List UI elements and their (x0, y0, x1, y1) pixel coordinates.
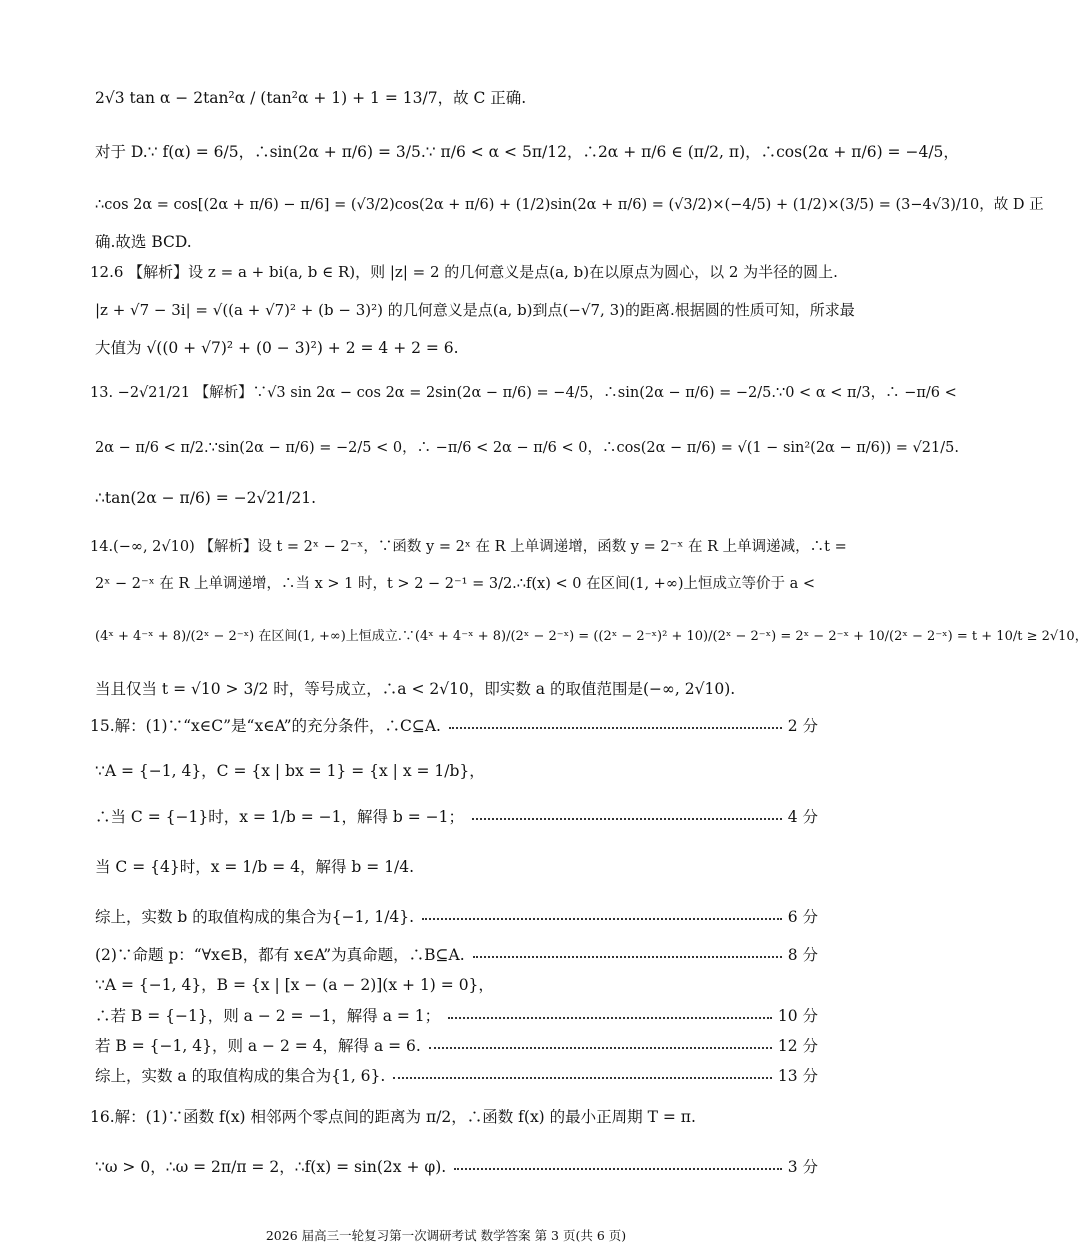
answer-line: (2)∵命题 p：“∀x∈B，都有 x∈A”为真命题，∴B⊆A. 8 分 (95, 943, 818, 965)
question-12-line: 12.6 【解析】设 z = a + bi(a, b ∈ R)，则 |z| = 2 的几何意义是点(a, b)在以原点为圆心，以 2 为半径的圆上. (90, 263, 838, 281)
score-label: 12 分 (777, 1037, 818, 1055)
answer-line: 2√3 tan α − 2tan²α / (tan²α + 1) + 1 = 13/7，故 C 正确. (95, 89, 527, 107)
score-label: 4 分 (787, 808, 818, 826)
answer-line: 确.故选 BCD. (95, 233, 192, 251)
answer-line: ∴cos 2α = cos[(2α + π/6) − π/6] = (√3/2)cos(2α + π/6) + (1/2)sin(2α + π/6) = (√3/2)×(−4/5) + (1/2)×(3/5) = (3−4√3)/10，故 D 正 (95, 197, 1044, 213)
answer-line: ∵A = {−1, 4}，B = {x | [x − (a − 2)](x + 1) = 0}， (95, 976, 494, 994)
dot-leader (393, 1077, 772, 1079)
question-16-line: 16.解：(1)∵函数 f(x) 相邻两个零点间的距离为 π/2，∴函数 f(x) 的最小正周期 T = π. (90, 1108, 696, 1126)
question-15-line: 15.解：(1)∵“x∈C”是“x∈A”的充分条件，∴C⊆A. 2 分 (90, 714, 818, 736)
answer-line: ∴tan(2α − π/6) = −2√21/21. (95, 489, 317, 507)
answer-line: 2ˣ − 2⁻ˣ 在 R 上单调递增，∴当 x > 1 时，t > 2 − 2⁻¹ = 3/2.∴f(x) < 0 在区间(1, +∞)上恒成立等价于 a < (95, 576, 816, 592)
answer-line: ∴若 B = {−1}，则 a − 2 = −1，解得 a = 1； 10 分 (95, 1004, 818, 1026)
answer-line: 当 C = {4}时，x = 1/b = 4，解得 b = 1/4. (95, 858, 415, 876)
score-label: 8 分 (787, 946, 818, 964)
score-label: 6 分 (787, 908, 818, 926)
question-14-line: 14.(−∞, 2√10) 【解析】设 t = 2ˣ − 2⁻ˣ，∵函数 y = 2ˣ 在 R 上单调递增，函数 y = 2⁻ˣ 在 R 上单调递减，∴t = (90, 539, 847, 555)
question-13-line: 13. −2√21/21 【解析】∵√3 sin 2α − cos 2α = 2sin(2α − π/6) = −4/5，∴sin(2α − π/6) = −2/5.∵0 < α < π/3，∴ −π/6 < (90, 385, 957, 401)
answer-line: 2α − π/6 < π/2.∵sin(2α − π/6) = −2/5 < 0，∴ −π/6 < 2α − π/6 < 0，∴cos(2α − π/6) = √(1 − sin²(2α − π/6)) = √21/5. (95, 440, 959, 456)
answer-line: ∵ω > 0，∴ω = 2π/π = 2，∴f(x) = sin(2x + φ). 3 分 (95, 1155, 818, 1177)
dot-leader (473, 956, 782, 958)
score-label: 3 分 (787, 1158, 818, 1176)
answer-line: ∵A = {−1, 4}，C = {x | bx = 1} = {x | x = 1/b}， (95, 762, 485, 780)
answer-line: 当且仅当 t = √10 > 3/2 时，等号成立，∴a < 2√10，即实数 a 的取值范围是(−∞, 2√10). (95, 680, 736, 698)
dot-leader (422, 918, 782, 920)
score-label: 10 分 (777, 1007, 818, 1025)
answer-line: (4ˣ + 4⁻ˣ + 8)/(2ˣ − 2⁻ˣ) 在区间(1, +∞)上恒成立.∵(4ˣ + 4⁻ˣ + 8)/(2ˣ − 2⁻ˣ) = ((2ˣ − 2⁻ˣ)² + 10)/(2ˣ − 2⁻ˣ) = 2ˣ − 2⁻ˣ + 10/(2ˣ − 2⁻ˣ) = t + 10/t ≥ 2√10， (95, 629, 1088, 644)
dot-leader (454, 1168, 782, 1170)
score-label: 2 分 (787, 717, 818, 735)
answer-line: |z + √7 − 3i| = √((a + √7)² + (b − 3)²) 的几何意义是点(a, b)到点(−√7, 3)的距离.根据圆的性质可知，所求最 (95, 301, 855, 319)
dot-leader (448, 1017, 772, 1019)
answer-line: 若 B = {−1, 4}，则 a − 2 = 4，解得 a = 6. 12 分 (95, 1034, 818, 1056)
answer-line: 综上，实数 a 的取值构成的集合为{1, 6}. 13 分 (95, 1064, 818, 1086)
answer-line: 对于 D.∵ f(α) = 6/5，∴sin(2α + π/6) = 3/5.∵ π/6 < α < 5π/12，∴2α + π/6 ∈ (π/2, π)，∴cos(2α + π/6) = −4/5， (95, 143, 959, 161)
page-footer: 2026 届高三一轮复习第一次调研考试 数学答案 第 3 页(共 6 页) (265, 1228, 627, 1243)
score-label: 13 分 (777, 1067, 818, 1085)
answer-line: 大值为 √((0 + √7)² + (0 − 3)²) + 2 = 4 + 2 = 6. (95, 339, 459, 357)
answer-line: 综上，实数 b 的取值构成的集合为{−1, 1/4}. 6 分 (95, 905, 818, 927)
dot-leader (449, 727, 782, 729)
dot-leader (429, 1047, 772, 1049)
dot-leader (472, 818, 782, 820)
answer-line: ∴当 C = {−1}时，x = 1/b = −1，解得 b = −1； 4 分 (95, 805, 818, 827)
